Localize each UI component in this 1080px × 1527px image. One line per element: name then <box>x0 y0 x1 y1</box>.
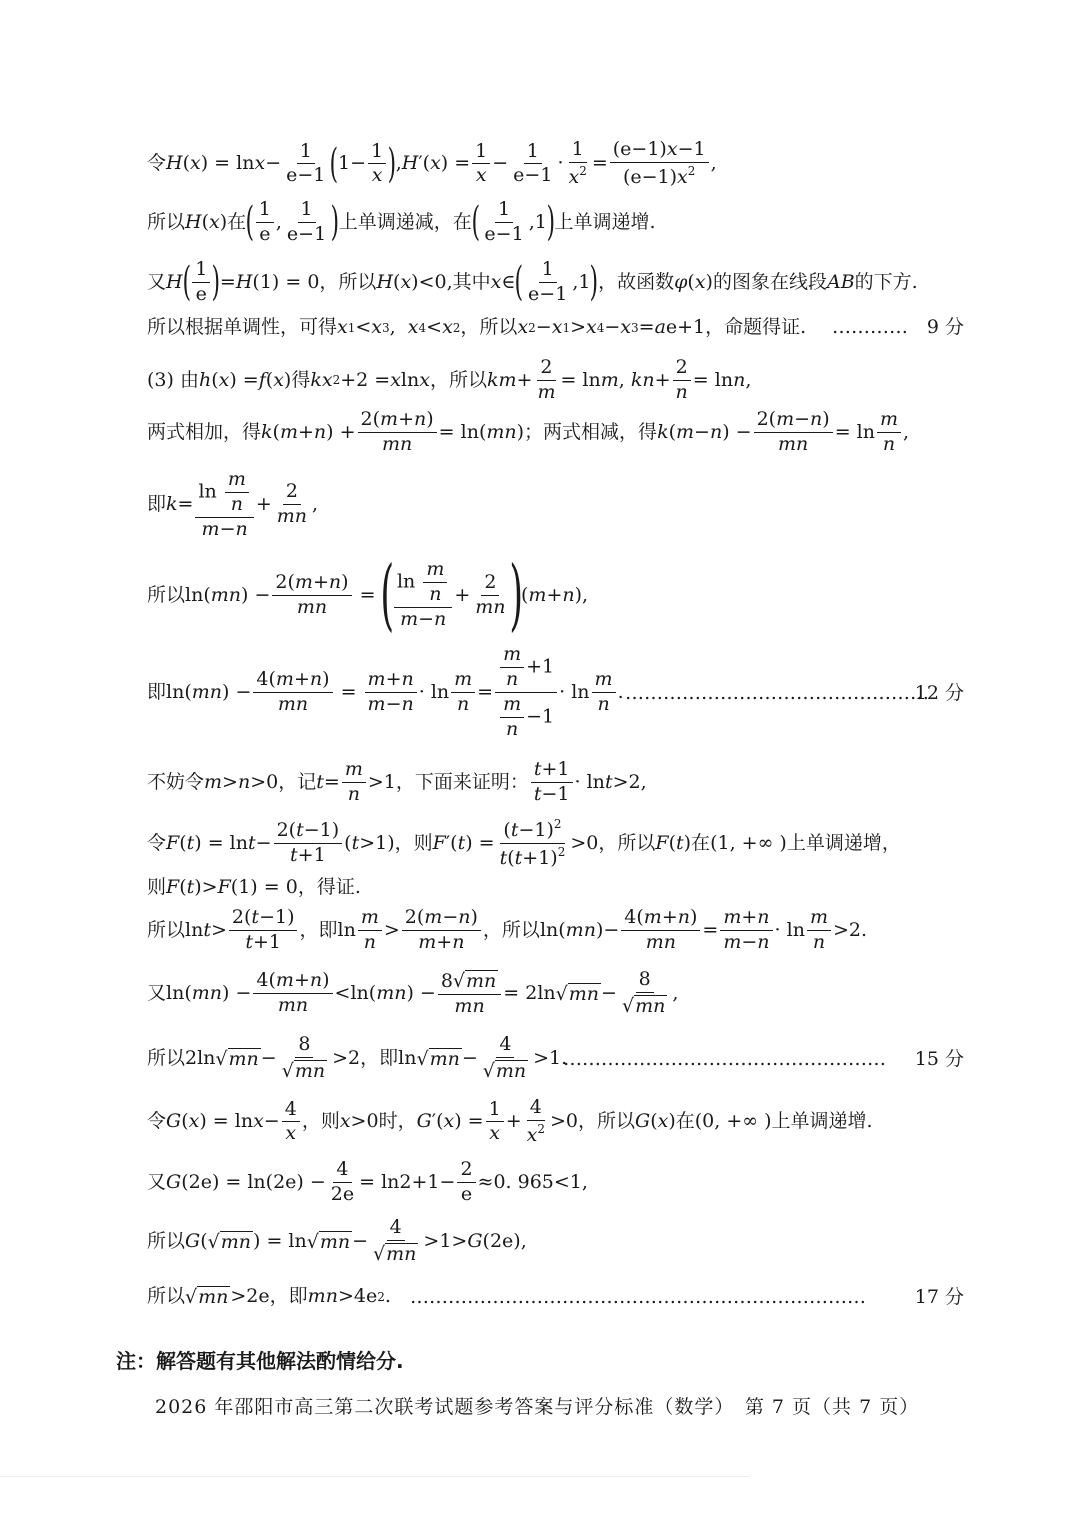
line-7: 即 k = ln $\frac{m}{n}$ m−n + $\frac{2}{mn}$ , <box>147 468 319 540</box>
text-ling: 令 <box>147 152 167 175</box>
leader-17: ……………………………………………………………… <box>410 1286 866 1308</box>
line-13: 所以 ln t > $\frac{2(t-1)}{t+1}$ ，即 ln $\frac{m}{n}$ > $\frac{2(m-n)}{m+n}$ ，所以 ln( mn )− $\frac{4(m+n)}{mn}$ = $\frac{m+n}{m-n}$ · ln $\frac{m}{n}$ >2. <box>147 906 868 953</box>
line-5: (3) 由 h ( x ) = f ( x ) 得 kx 2 +2 = x ln x ，所以 km + $\frac{2}{m}$ = ln m , kn + $\frac{2}{n}$ = ln n , <box>147 356 752 403</box>
line-3: 又 H ( $\frac{1}{e}$ ) = H (1) = 0 ，所以 H ( x )<0, 其中 x ∈ ( $\frac{1}{e-1}$ ,1 ) ，故函数 φ ( x ) 的图象在线段 AB 的下方. <box>147 258 918 306</box>
score-17: 17 分 <box>914 1286 964 1308</box>
line-14: 又 ln( mn ) − $\frac{4(m+n)}{mn}$ <ln( mn ) − 8√ mn mn = 2ln √ mn − 8 √ mn , <box>147 968 679 1017</box>
fraction: $\frac{1}{e-1}$ <box>286 139 326 187</box>
bottom-rule <box>0 1476 750 1477</box>
line-8: 所以 ln( mn ) − $\frac{2(m+n)}{mn}$ = ( ln $\frac{m}{n}$ m−n + $\frac{2}{mn}$ ) ( m + n ), <box>147 550 589 640</box>
score-12: 12 分 <box>914 682 964 704</box>
line-19: 所以 √ mn >2e ，即 mn >4e 2 . <box>147 1285 391 1308</box>
line-18: 所以 G ( √ mn ) = ln √ mn − 4 √ mn >1> G (2e), <box>147 1216 527 1265</box>
score-15: 15 分 <box>914 1048 964 1070</box>
line-2: 所以 H ( x ) 在 ( $\frac{1}{e}$ , $\frac{1}{e-1}$ ) 上单调递减，在 ( $\frac{1}{e-1}$ ,1 ) 上单调递增. <box>147 198 656 246</box>
line-10: 不妨令 m > n >0 ，记 t = $\frac{m}{n}$ >1 ，下面来证明： $\frac{t+1}{t-1}$ · ln t >2, <box>147 758 647 805</box>
line-12: 则 F ( t )> F (1) = 0 ，得证. <box>147 876 361 898</box>
line-16: 令 G ( x ) = ln x − $\frac{4}{x}$ ，则 x >0 时， G ′( x ) = $\frac{1}{x}$ + $\frac{4}{x^2}$ >0 ，所以 G ( x ) 在 (0, +∞ ) 上单调递增. <box>147 1096 873 1146</box>
line-9: 即 ln( mn ) − $\frac{4(m+n)}{mn}$ = $\frac{m+n}{m-n}$ · ln $\frac{m}{n}$ = $\frac{m}{n}$ +1 $\frac{m}{n}$ −1 · ln $\frac{m}{n}$ . <box>147 643 624 740</box>
leader-9: ………… <box>832 316 908 338</box>
grading-note: 注：解答题有其他解法酌情给分. <box>116 1349 404 1373</box>
line-11: 令 F ( t ) = ln t − $\frac{2(t-1)}{t+1}$ ( t >1) ，则 F ′( t ) = $\frac{(t-1)^2}{t(t+1)^2}$ >0 ，所以 F ( t ) 在 (1, +∞ ) 上单调递增， <box>147 817 901 869</box>
line-17: 又 G (2e) = ln(2e) − $\frac{4}{2e}$ = ln2+1− $\frac{2}{e}$ ≈0. 965<1, <box>147 1158 588 1205</box>
line-15: 所以 2ln √ mn − 8 √ mn >2 ，即 ln √ mn − 4 √ mn >1. <box>147 1033 568 1082</box>
line-4: 所以根据单调性，可得 x 1 < x 3 , x 4 < x 2 ，所以 x 2 − x 1 > x 4 − x 3 = a e+1 ，命题得证. <box>147 316 807 338</box>
line-6: 两式相加，得 k ( m + n ) + $\frac{2(m+n)}{mn}$ = ln( mn ) ；两式相减，得 k ( m − n ) − $\frac{2(m-n)}{mn}$ = ln $\frac{m}{n}$ , <box>147 408 910 455</box>
leader-12: ………………………………………… <box>625 682 929 704</box>
leader-15: …………………………………………… <box>563 1048 886 1070</box>
score-9: 9 分 <box>926 316 964 338</box>
page-footer: 2026 年邵阳市高三第二次联考试题参考答案与评分标准（数学） 第 7 页（共 7 页） <box>155 1396 920 1418</box>
line-1: 令 H ( x ) = ln x − $\frac{1}{e-1}$ ( 1− $\frac{1}{x}$ ) , H ′( x ) = $\frac{1}{x}$ − $\frac{1}{e-1}$ · $\frac{1}{x^2}$ = $\frac{(e-1)x-1}{(e-1)x^2}$ , <box>147 138 717 188</box>
